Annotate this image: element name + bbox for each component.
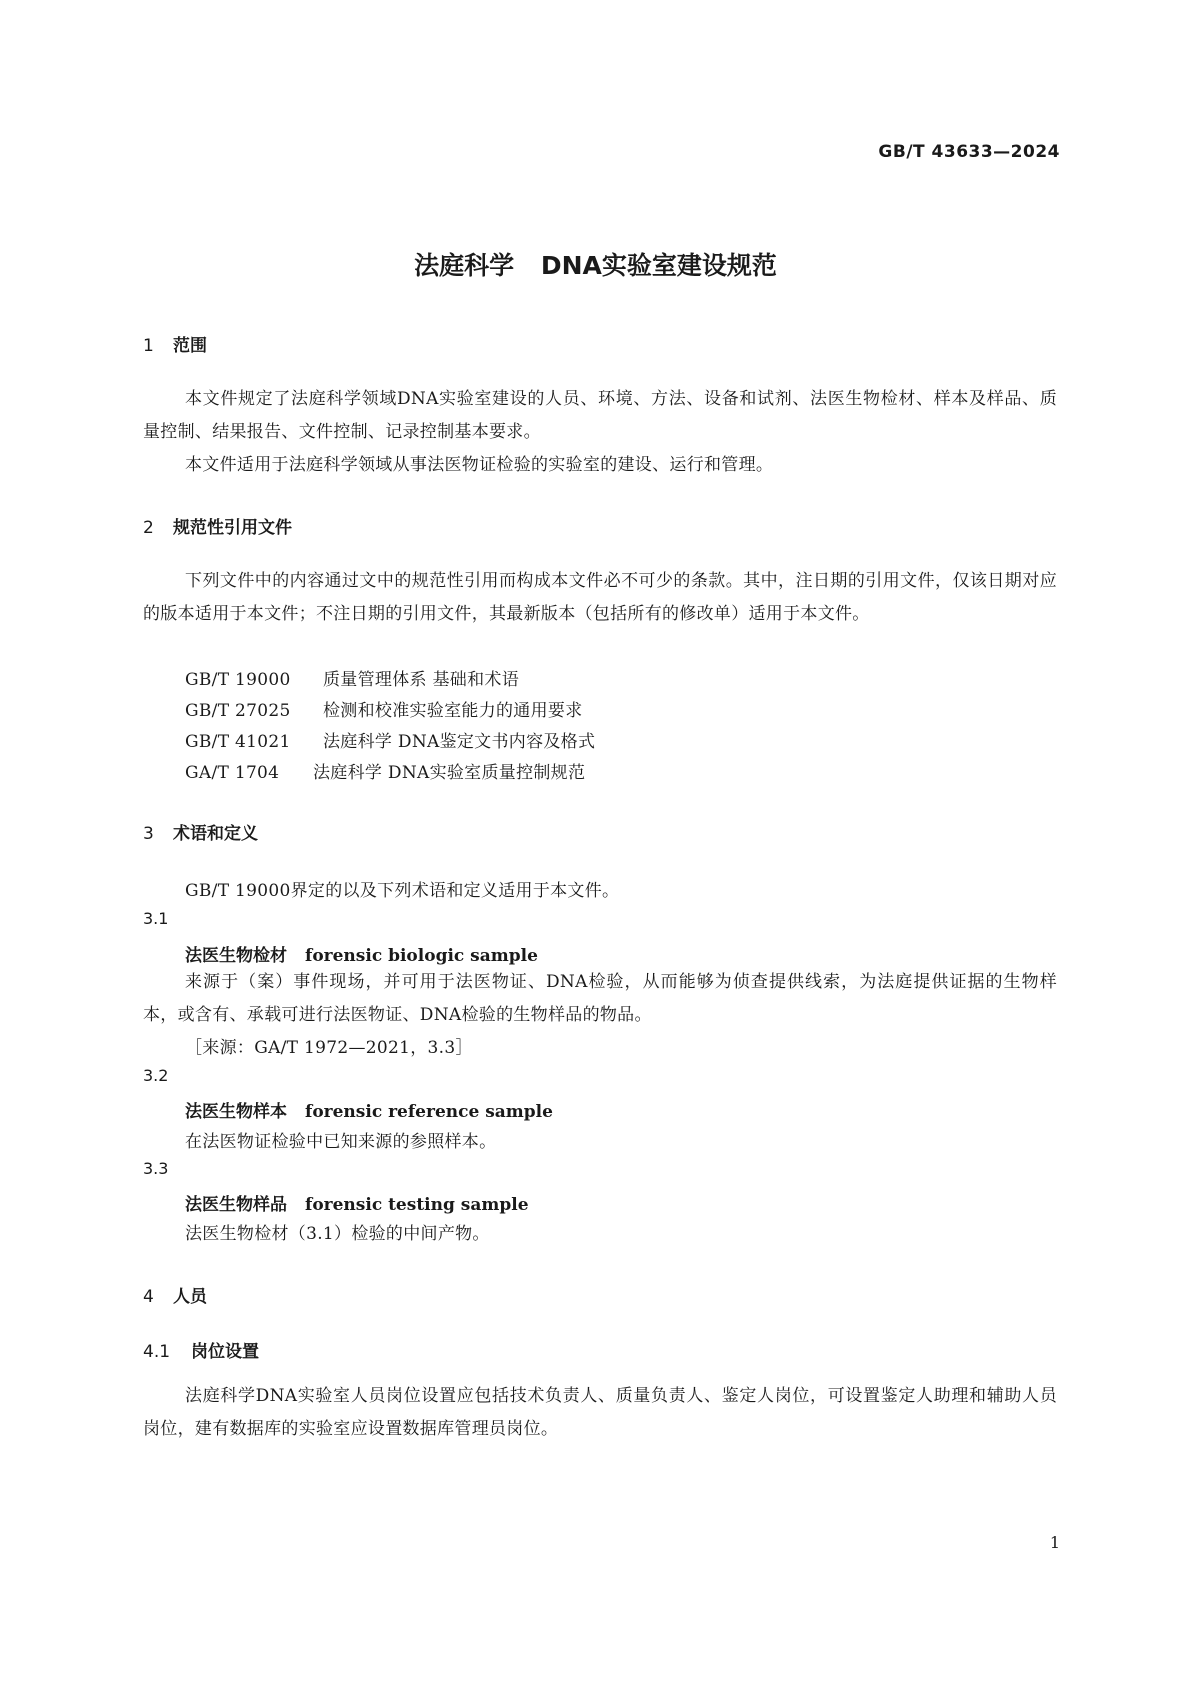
reference-title: 法庭科学 DNA实验室质量控制规范 bbox=[313, 763, 586, 783]
term-en: forensic biologic sample bbox=[305, 946, 538, 966]
term-zh: 法医生物检材 bbox=[185, 946, 287, 966]
reference-code: GB/T 19000 bbox=[185, 670, 291, 690]
reference-code: GA/T 1704 bbox=[185, 763, 280, 783]
page-number: 1 bbox=[1049, 1533, 1060, 1552]
reference-item bbox=[185, 696, 583, 721]
section-title: 范围 bbox=[173, 336, 207, 356]
term-number: 3.3 bbox=[143, 1159, 169, 1178]
term-zh: 法医生物样品 bbox=[185, 1195, 287, 1215]
section-title: 规范性引用文件 bbox=[173, 518, 292, 538]
section-number: 2 bbox=[143, 518, 154, 538]
section-number: 1 bbox=[143, 336, 154, 356]
section-2-heading bbox=[143, 513, 292, 538]
terms-intro: GB/T 19000界定的以及下列术语和定义适用于本文件。 bbox=[185, 881, 620, 901]
term-number: 3.1 bbox=[143, 909, 169, 928]
subsection-4-1-heading bbox=[143, 1337, 259, 1362]
section-number: 3 bbox=[143, 824, 154, 844]
reference-title: 检测和校准实验室能力的通用要求 bbox=[323, 701, 583, 721]
normative-references-intro: 下列文件中的内容通过文中的规范性引用而构成本文件必不可少的条款。其中，注日期的引用文件，仅该日期对应的版本适用于本文件；不注日期的引用文件，其最新版本（包括所有的修改单）适用于本文件。 bbox=[143, 571, 1057, 624]
term-en: forensic testing sample bbox=[305, 1195, 529, 1215]
reference-item bbox=[185, 758, 585, 783]
section-3-heading bbox=[143, 819, 258, 844]
section-1-heading bbox=[143, 331, 207, 356]
subsection-number: 4.1 bbox=[143, 1342, 171, 1362]
reference-item bbox=[185, 665, 519, 690]
reference-title: 法庭科学 DNA鉴定文书内容及格式 bbox=[323, 732, 596, 752]
term-definition: 来源于（案）事件现场，并可用于法医物证、DNA检验，从而能够为侦查提供线索，为法庭提供证据的生物样本，或含有、承载可进行法医物证、DNA检验的生物样品的物品。 bbox=[143, 972, 1057, 1025]
term-heading bbox=[185, 1190, 529, 1215]
post-setting-paragraph: 法庭科学DNA实验室人员岗位设置应包括技术负责人、质量负责人、鉴定人岗位，可设置鉴定人助理和辅助人员岗位，建有数据库的实验室应设置数据库管理员岗位。 bbox=[143, 1386, 1057, 1439]
section-number: 4 bbox=[143, 1287, 154, 1307]
section-title: 人员 bbox=[173, 1287, 207, 1307]
term-heading bbox=[185, 1097, 553, 1122]
document-title: 法庭科学 DNA实验室建设规范 bbox=[414, 251, 777, 280]
reference-code: GB/T 27025 bbox=[185, 701, 291, 721]
scope-paragraph-2: 本文件适用于法庭科学领域从事法医物证检验的实验室的建设、运行和管理。 bbox=[185, 455, 774, 475]
section-4-heading bbox=[143, 1282, 207, 1307]
term-heading bbox=[185, 941, 538, 966]
reference-code: GB/T 41021 bbox=[185, 732, 291, 752]
subsection-title: 岗位设置 bbox=[191, 1342, 259, 1362]
reference-title: 质量管理体系 基础和术语 bbox=[323, 670, 520, 690]
term-en: forensic reference sample bbox=[305, 1102, 553, 1122]
scope-paragraph-1: 本文件规定了法庭科学领域DNA实验室建设的人员、环境、方法、设备和试剂、法医生物检材、样本及样品、质量控制、结果报告、文件控制、记录控制基本要求。 bbox=[143, 389, 1057, 442]
term-definition: 法医生物检材（3.1）检验的中间产物。 bbox=[185, 1224, 490, 1244]
reference-item bbox=[185, 727, 595, 752]
term-zh: 法医生物样本 bbox=[185, 1102, 287, 1122]
standard-code: GB/T 43633—2024 bbox=[878, 142, 1060, 162]
term-source: ［来源：GA/T 1972—2021，3.3］ bbox=[185, 1038, 473, 1058]
term-definition: 在法医物证检验中已知来源的参照样本。 bbox=[185, 1132, 497, 1152]
term-number: 3.2 bbox=[143, 1066, 169, 1085]
section-title: 术语和定义 bbox=[173, 824, 258, 844]
